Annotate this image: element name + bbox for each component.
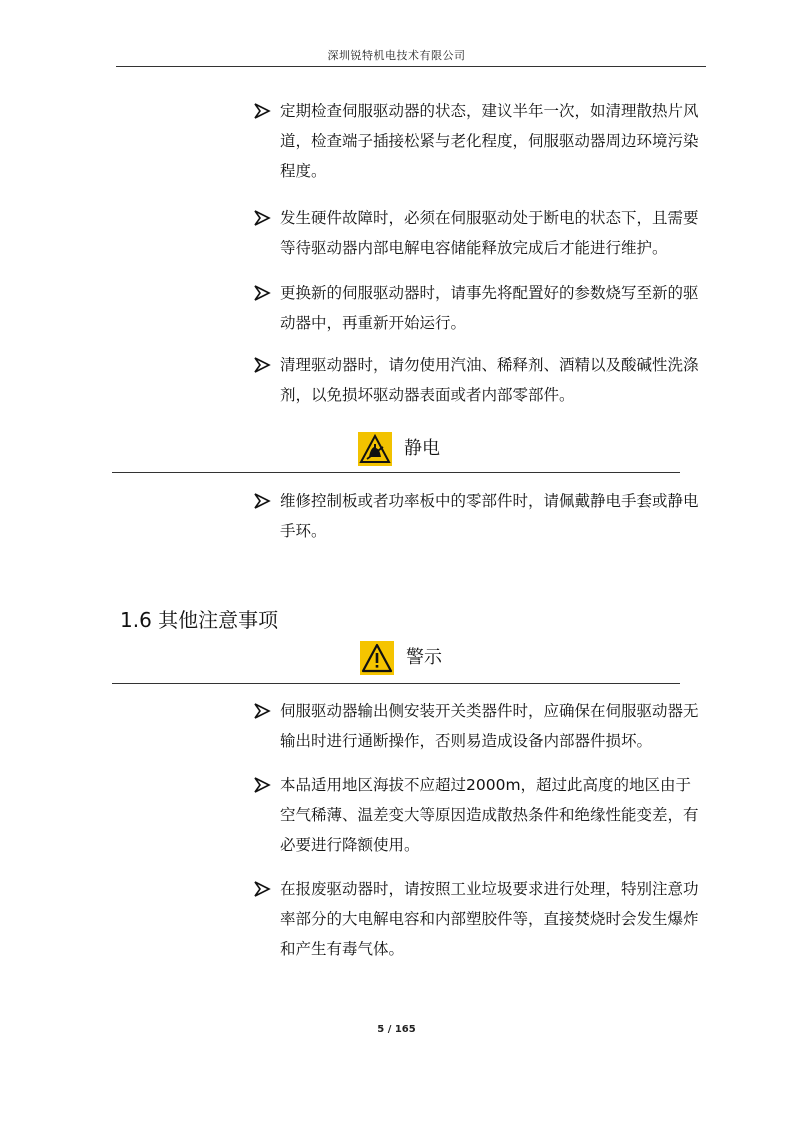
page-number: 5 / 165 xyxy=(377,1024,416,1035)
static-notice xyxy=(358,431,440,467)
warning-notice xyxy=(360,640,442,676)
divider xyxy=(112,683,680,684)
list-item xyxy=(253,486,703,546)
arrowhead-bullet-icon xyxy=(253,492,271,510)
list-item xyxy=(253,770,703,860)
list-item xyxy=(253,350,703,410)
arrowhead-bullet-icon xyxy=(253,776,271,794)
bullet-text: 清理驱动器时，请勿使用汽油、稀释剂、酒精以及酸碱性洗涤剂，以免损坏驱动器表面或者内部零部件。 xyxy=(280,356,699,404)
section-heading: 1.6 其他注意事项 xyxy=(120,608,279,632)
arrowhead-bullet-icon xyxy=(253,356,271,374)
bullet-text: 伺服驱动器输出侧安装开关类器件时，应确保在伺服驱动器无输出时进行通断操作，否则易造成设备内部器件损坏。 xyxy=(280,702,699,750)
static-notice-label: 静电 xyxy=(404,438,440,459)
bullet-text: 定期检查伺服驱动器的状态，建议半年一次，如清理散热片风道，检查端子插接松紧与老化程度，伺服驱动器周边环境污染程度。 xyxy=(280,102,699,180)
warning-label: 警示 xyxy=(406,647,442,668)
bullet-text: 发生硬件故障时，必须在伺服驱动处于断电的状态下，且需要等待驱动器内部电解电容储能释放完成后才能进行维护。 xyxy=(280,209,699,257)
header-rule xyxy=(116,66,706,67)
arrowhead-bullet-icon xyxy=(253,102,271,120)
arrowhead-bullet-icon xyxy=(253,284,271,302)
list-item xyxy=(253,278,703,338)
caution-triangle-icon xyxy=(360,641,394,675)
bullet-text: 维修控制板或者功率板中的零部件时，请佩戴静电手套或静电手环。 xyxy=(280,492,699,540)
divider xyxy=(112,472,680,473)
arrowhead-bullet-icon xyxy=(253,702,271,720)
list-item xyxy=(253,696,703,756)
list-item xyxy=(253,203,703,263)
esd-warning-icon xyxy=(358,432,392,466)
list-item xyxy=(253,96,703,186)
list-item xyxy=(253,874,703,964)
header-company: 深圳锐特机电技术有限公司 xyxy=(327,49,466,62)
bullet-text: 本品适用地区海拔不应超过2000m，超过此高度的地区由于空气稀薄、温差变大等原因造成散热条件和绝缘性能变差，有必要进行降额使用。 xyxy=(280,776,699,854)
arrowhead-bullet-icon xyxy=(253,880,271,898)
bullet-text: 更换新的伺服驱动器时，请事先将配置好的参数烧写至新的驱动器中，再重新开始运行。 xyxy=(280,284,699,332)
bullet-text: 在报废驱动器时，请按照工业垃圾要求进行处理，特别注意功率部分的大电解电容和内部塑胶件等，直接焚烧时会发生爆炸和产生有毒气体。 xyxy=(280,880,699,958)
arrowhead-bullet-icon xyxy=(253,209,271,227)
